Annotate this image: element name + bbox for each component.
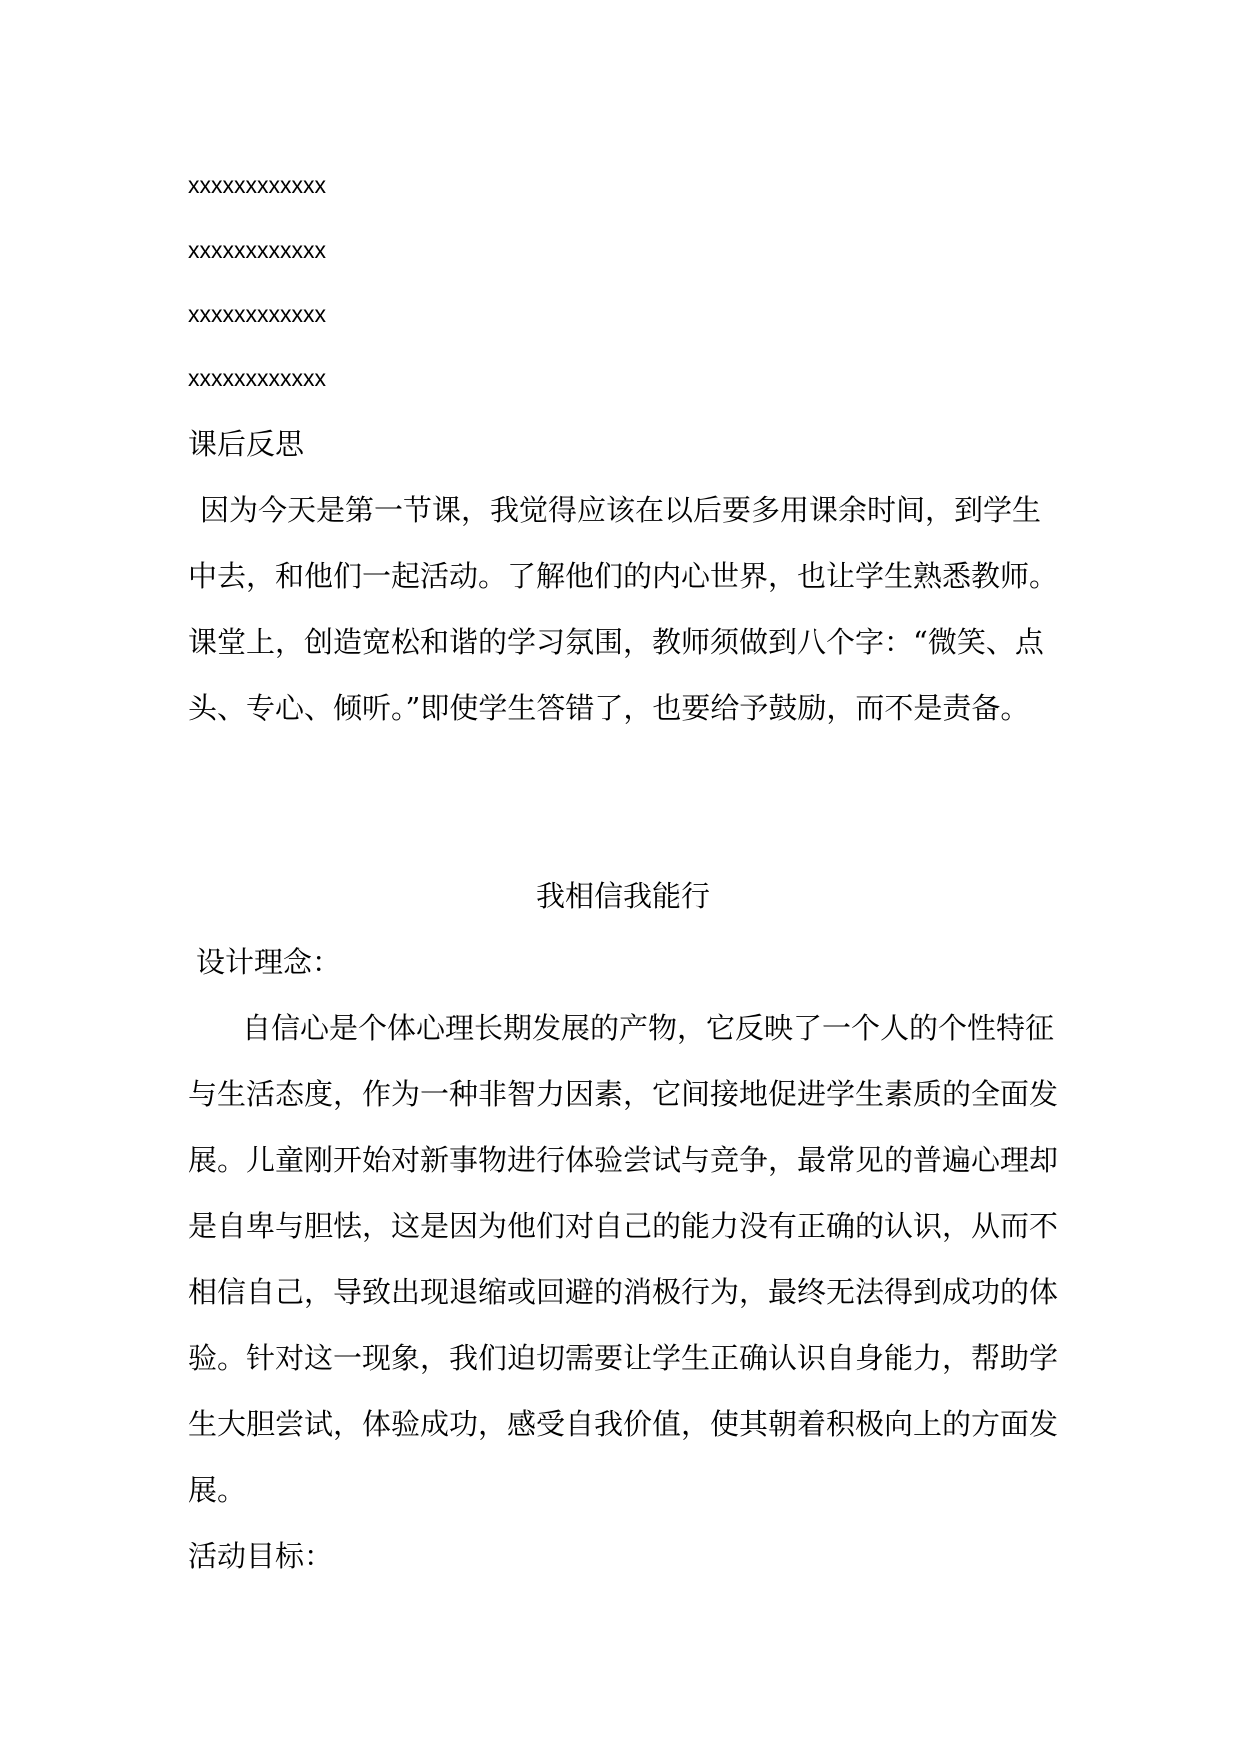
placeholder-line: xxxxxxxxxxxx — [188, 365, 326, 391]
design-line: 验。针对这一现象，我们迫切需要让学生正确认识自身能力，帮助学 — [188, 1341, 1059, 1375]
reflection-line: 中去，和他们一起活动。了解他们的内心世界，也让学生熟悉教师。 — [188, 559, 1059, 593]
reflection-line: 头、专心、倾听。”即使学生答错了，也要给予鼓励，而不是责备。 — [188, 691, 1030, 725]
design-line: 是自卑与胆怯，这是因为他们对自己的能力没有正确的认识，从而不 — [188, 1209, 1059, 1243]
design-line: 展。儿童刚开始对新事物进行体验尝试与竞争，最常见的普遍心理却 — [188, 1143, 1059, 1177]
placeholder-line: xxxxxxxxxxxx — [188, 237, 326, 263]
placeholder-line: xxxxxxxxxxxx — [188, 301, 326, 327]
design-line: 自信心是个体心理长期发展的产物，它反映了一个人的个性特征 — [242, 1011, 1055, 1045]
reflection-line: 课堂上，创造宽松和谐的学习氛围，教师须做到八个字：“微笑、点 — [188, 625, 1044, 659]
design-heading: 设计理念： — [196, 945, 342, 979]
lesson-title: 我相信我能行 — [535, 879, 710, 913]
goals-heading: 活动目标： — [188, 1539, 334, 1573]
design-line: 相信自己，导致出现退缩或回避的消极行为，最终无法得到成功的体 — [188, 1275, 1059, 1309]
reflection-heading: 课后反思 — [188, 427, 305, 461]
design-line: 生大胆尝试，体验成功，感受自我价值，使其朝着积极向上的方面发 — [188, 1407, 1059, 1441]
reflection-line: 因为今天是第一节课，我觉得应该在以后要多用课余时间，到学生 — [200, 493, 1042, 527]
placeholder-line: xxxxxxxxxxxx — [188, 172, 326, 198]
design-line: 与生活态度，作为一种非智力因素，它间接地促进学生素质的全面发 — [188, 1077, 1059, 1111]
design-line: 展。 — [188, 1473, 247, 1507]
